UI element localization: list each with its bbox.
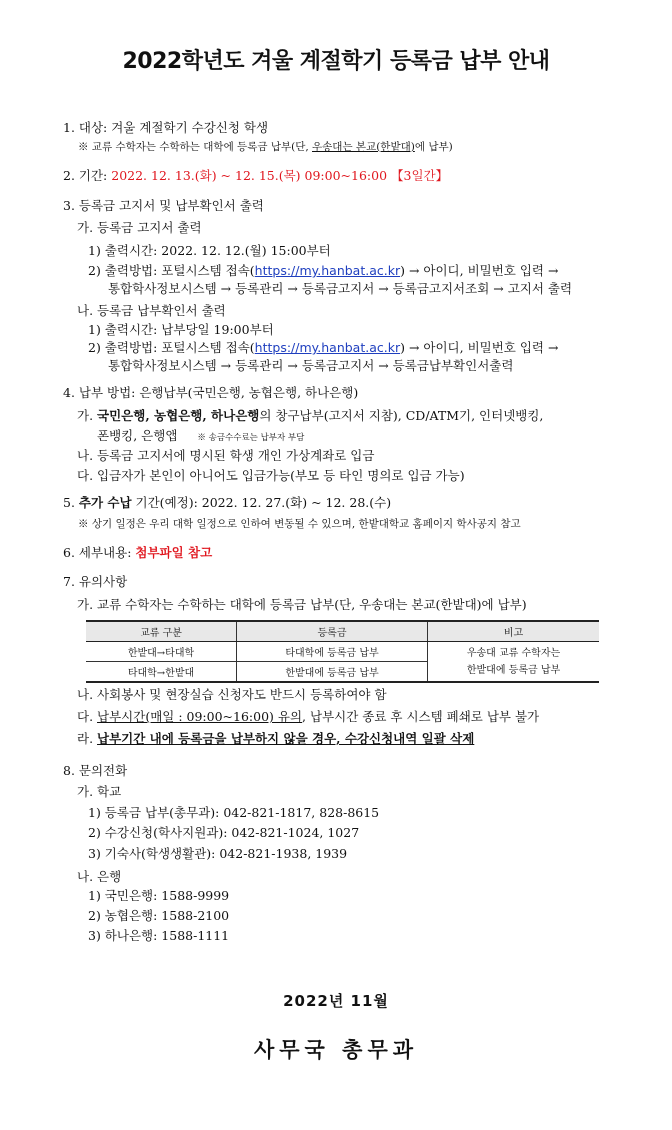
table-header: 등록금 [237,621,428,642]
section-4-ga: 가. 국민은행, 농협은행, 하나은행의 창구납부(고지서 지참), CD/ATM기, 인터넷뱅킹, [77,408,544,423]
section-7-label: 7. 유의사항 [63,574,128,589]
table-header: 교류 구분 [86,621,237,642]
section-8-ga: 가. 학교 [77,784,122,799]
fee-note: ※ 송금수수료는 납부자 부담 [197,433,305,443]
table-cell: 한밭대→타대학 [86,642,237,662]
table-cell: 한밭대에 등록금 납부 [237,662,428,683]
period-value: 2022. 12. 13.(화) ~ 12. 15.(목) 09:00~16:00 【3일간】 [111,168,449,183]
section-7-ra: 라. 납부기간 내에 등록금을 납부하지 않을 경우, 수강신청내역 일괄 삭제 [77,731,475,746]
section-8-label: 8. 문의전화 [63,763,128,778]
section-3-label: 3. 등록금 고지서 및 납부확인서 출력 [63,198,264,213]
section-8-na: 나. 은행 [77,869,122,884]
contact-line: 2) 수강신청(학사지원과): 042-821-1024, 1027 [88,825,360,840]
section-4-ga-cont: 폰뱅킹, 은행앱 ※ 송금수수료는 납부자 부담 [97,428,305,443]
section-3-na1: 1) 출력시간: 납부당일 19:00부터 [88,322,274,337]
section-5-note: ※ 상기 일정은 우리 대학 일정으로 인하여 변동될 수 있으며, 한밭대학교 홈페이지 학사공지 참고 [78,518,521,530]
table-row [86,642,599,662]
contact-line: 1) 국민은행: 1588-9999 [88,888,230,903]
section-7-na: 나. 사회봉사 및 현장실습 신청자도 반드시 등록하여야 함 [77,687,387,702]
portal-link[interactable]: https://my.hanbat.ac.kr [254,263,401,278]
section-7-ga: 가. 교류 수학자는 수학하는 대학에 등록금 납부(단, 우송대는 본교(한밭대)에 납부) [77,597,527,612]
page-title: 2022학년도 겨울 계절학기 등록금 납부 안내 [122,49,550,74]
contact-line: 3) 기숙사(학생생활관): 042-821-1938, 1939 [88,846,348,861]
section-3-na2-cont: 통합학사정보시스템 → 등록관리 → 등록금고지서 → 등록금납부확인서출력 [108,358,514,373]
section-3-ga2-cont: 통합학사정보시스템 → 등록관리 → 등록금고지서 → 등록금고지서조회 → 고지서 출력 [108,281,573,296]
section-3-ga1: 1) 출력시간: 2022. 12. 12.(월) 15:00부터 [88,243,331,258]
contact-line: 3) 하나은행: 1588-1111 [88,928,230,943]
contact-line: 1) 등록금 납부(총무과): 042-821-1817, 828-8615 [88,805,380,820]
section-7-da: 다. 납부시간(매일 : 09:00~16:00) 유의, 납부시간 종료 후 시스템 폐쇄로 납부 불가 [77,709,540,724]
section-4-label: 4. 납부 방법: 은행납부(국민은행, 농협은행, 하나은행) [63,385,359,400]
table-remark: 우송대 교류 수학자는 한밭대에 등록금 납부 [428,642,600,683]
table-cell: 타대학→한밭대 [86,662,237,683]
table-cell: 타대학에 등록금 납부 [237,642,428,662]
attachment-ref: 첨부파일 참고 [135,545,213,560]
section-6-label: 6. 세부내용: 첨부파일 참고 [63,545,213,560]
section-1-label: 1. 대상: 겨울 계절학기 수강신청 학생 [63,120,269,135]
section-3-ga2: 2) 출력방법: 포털시스템 접속(https://my.hanbat.ac.kr) → 아이디, 비밀번호 입력 → [88,263,559,278]
portal-link[interactable]: https://my.hanbat.ac.kr [254,340,401,355]
contact-line: 2) 농협은행: 1588-2100 [88,908,230,923]
section-4-na: 나. 등록금 고지서에 명시된 학생 개인 가상계좌로 입금 [77,448,375,463]
section-3-ga: 가. 등록금 고지서 출력 [77,220,202,235]
section-4-da: 다. 입금자가 본인이 아니어도 입금가능(부모 등 타인 명의로 입금 가능) [77,468,465,483]
issuing-office: 사무국 총무과 [253,1038,419,1062]
table-header: 비고 [428,621,600,642]
section-3-na: 나. 등록금 납부확인서 출력 [77,303,226,318]
exchange-table [86,620,599,683]
section-3-na2: 2) 출력방법: 포털시스템 접속(https://my.hanbat.ac.kr) → 아이디, 비밀번호 입력 → [88,340,559,355]
section-5-label: 5. 추가 수납 기간(예정): 2022. 12. 27.(화) ~ 12. 28.(수) [63,495,392,510]
section-1-note: ※ 교류 수학자는 수학하는 대학에 등록금 납부(단, 우송대는 본교(한밭대)에 납부) [78,141,453,153]
issue-date: 2022년 11월 [283,992,389,1010]
section-2-period: 2. 기간: 2022. 12. 13.(화) ~ 12. 15.(목) 09:00~16:00 【3일간】 [63,168,449,183]
